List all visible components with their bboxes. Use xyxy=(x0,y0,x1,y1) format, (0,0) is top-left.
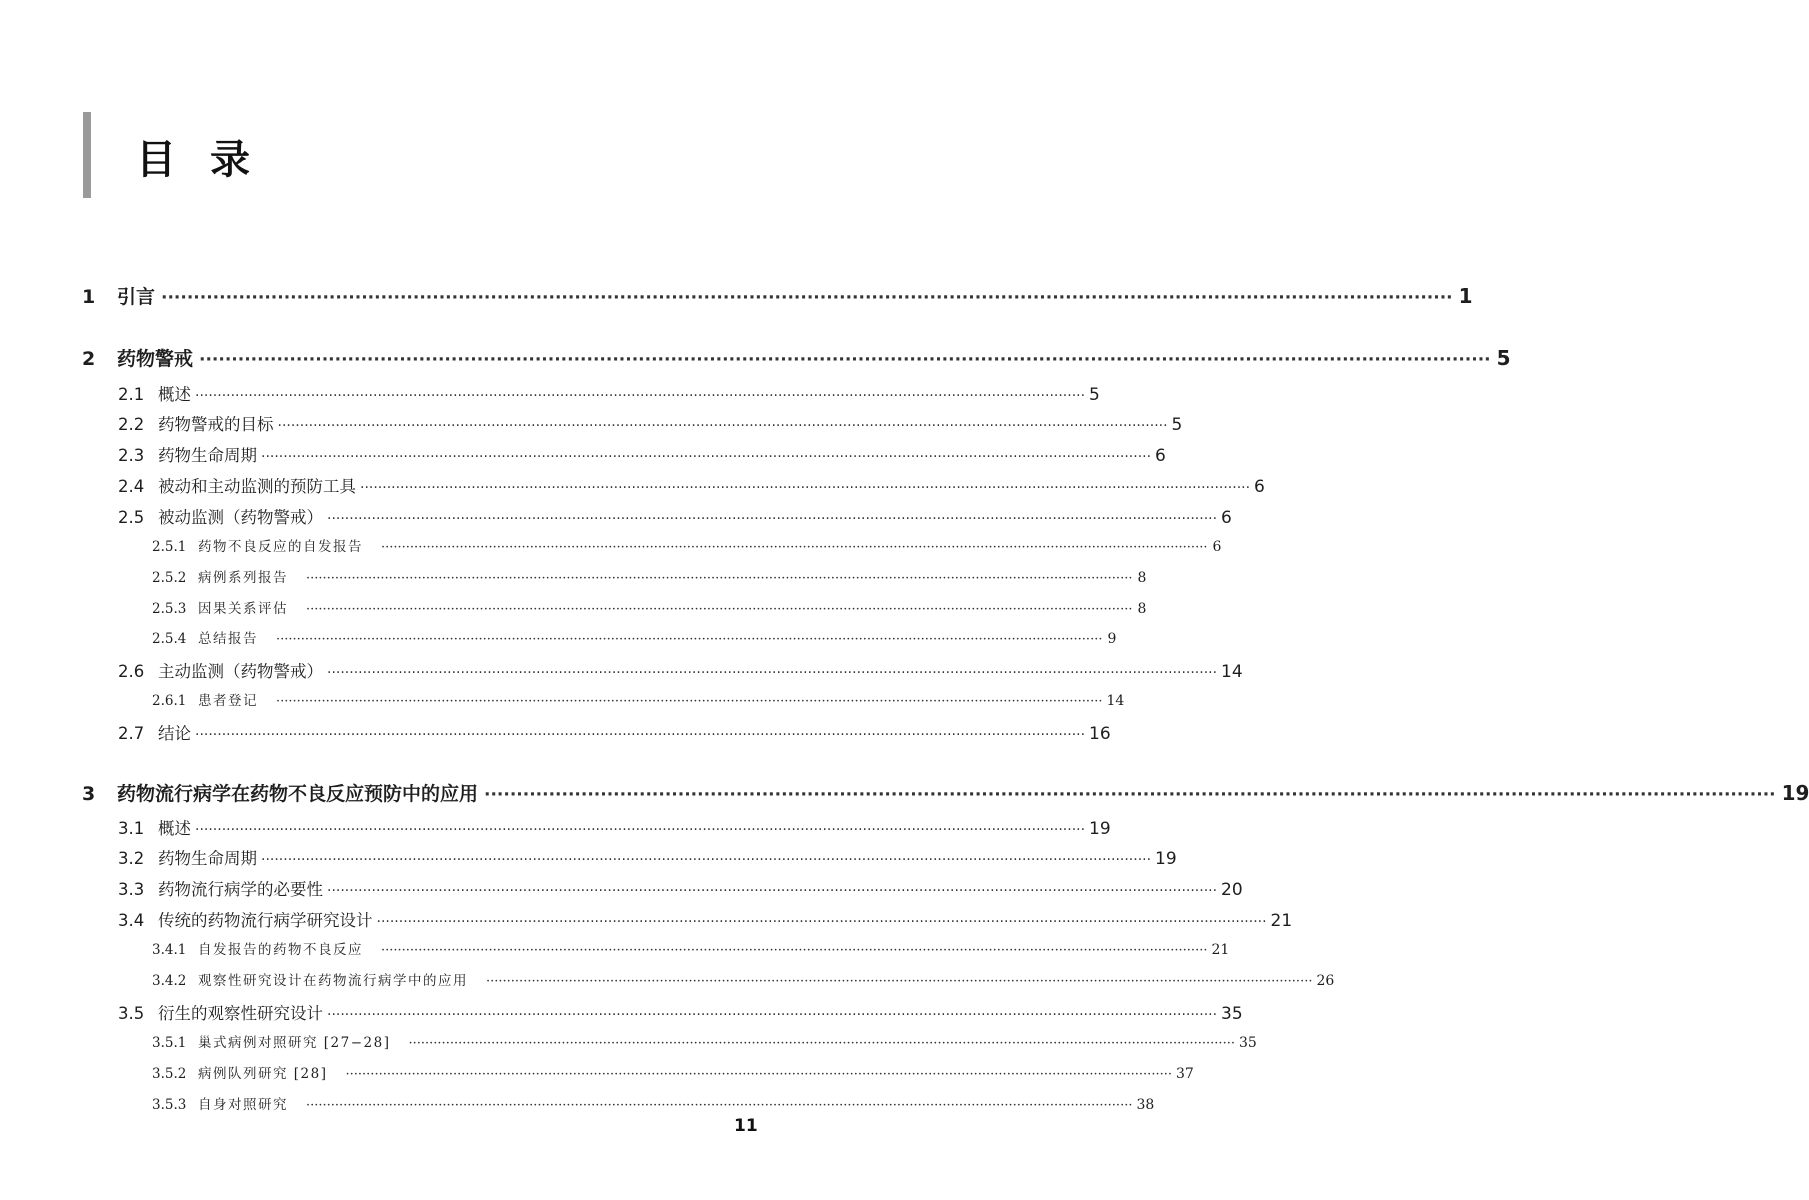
toc-dot-leader: ········································································································································································································ xyxy=(161,288,1453,308)
toc-entry-title: 巢式病例对照研究 [27−28] xyxy=(198,1035,391,1051)
toc-entry-number: 2.5.3 xyxy=(152,601,187,617)
toc-entry-title: 被动和主动监测的预防工具 xyxy=(158,477,356,496)
toc-entry[interactable] xyxy=(0,442,1166,472)
toc-entry-title: 因果关系评估 xyxy=(198,601,288,617)
toc-entry[interactable] xyxy=(0,720,1111,750)
toc-dot-leader: ········································································································································································································ xyxy=(381,943,1208,958)
toc-entry-number: 3.4.2 xyxy=(152,973,187,989)
toc-entry-page: 19 xyxy=(1155,849,1177,869)
toc-entry[interactable] xyxy=(0,1062,1194,1092)
toc-entry[interactable] xyxy=(0,969,1335,999)
toc-entry-title: 传统的药物流行病学研究设计 xyxy=(158,911,373,930)
toc-entry-title: 观察性研究设计在药物流行病学中的应用 xyxy=(198,973,468,989)
toc-entry[interactable] xyxy=(0,535,1222,565)
toc-entry-number: 1 xyxy=(82,286,96,308)
toc-entry-number: 3.1 xyxy=(118,819,145,838)
toc-entry-page: 6 xyxy=(1155,446,1166,466)
toc-entry[interactable] xyxy=(0,779,1809,819)
toc-entry-page: 6 xyxy=(1212,539,1222,555)
toc-entry-page: 37 xyxy=(1175,1066,1194,1082)
toc-entry[interactable] xyxy=(0,473,1265,503)
toc-dot-leader: ········································································································································································································ xyxy=(306,1098,1133,1113)
toc-dot-leader: ········································································································································································································ xyxy=(261,449,1152,465)
toc-entry-number: 3.4 xyxy=(118,911,145,930)
toc-entry-page: 5 xyxy=(1171,415,1183,435)
toc-entry-title: 概述 xyxy=(158,385,191,404)
toc-entry-page: 16 xyxy=(1089,724,1111,744)
toc-entry-number: 2.6.1 xyxy=(152,693,187,709)
toc-entry-page: 1 xyxy=(1458,284,1473,308)
toc-entry-page: 5 xyxy=(1089,385,1100,405)
toc-entry-number: 3.5.3 xyxy=(152,1097,187,1113)
toc-dot-leader: ········································································································································································································ xyxy=(486,974,1313,989)
toc-entry-number: 3.5.2 xyxy=(152,1066,187,1082)
page-title: 目录 xyxy=(136,136,284,183)
toc-entry-number: 2.4 xyxy=(118,477,145,496)
toc-dot-leader: ········································································································································································································ xyxy=(261,852,1152,868)
toc-entry-page: 35 xyxy=(1221,1004,1243,1024)
toc-entry-title: 引言 xyxy=(117,286,156,308)
toc-dot-leader: ········································································································································································································ xyxy=(360,480,1251,496)
toc-dot-leader: ········································································································································································································ xyxy=(306,602,1133,617)
toc-entry-number: 3.2 xyxy=(118,849,145,868)
toc-entry-page: 21 xyxy=(1270,911,1293,931)
toc-entry[interactable] xyxy=(0,1031,1257,1061)
toc-entry-number: 3.5.1 xyxy=(152,1035,187,1051)
toc-entry-title: 病例队列研究 [28] xyxy=(198,1066,328,1082)
toc-entry-number: 2.6 xyxy=(118,662,145,681)
toc-dot-leader: ········································································································································································································ xyxy=(199,350,1491,370)
toc-dot-leader: ········································································································································································································ xyxy=(327,511,1218,527)
toc-dot-leader: ········································································································································································································ xyxy=(195,727,1086,743)
toc-dot-leader: ········································································································································································································ xyxy=(345,1067,1172,1082)
toc-entry-title: 总结报告 xyxy=(198,631,258,647)
toc-entry[interactable] xyxy=(0,282,1473,322)
toc-entry-title: 自发报告的药物不良反应 xyxy=(198,942,363,958)
toc-entry-page: 5 xyxy=(1496,346,1511,370)
toc-entry[interactable] xyxy=(0,344,1511,384)
toc-entry[interactable] xyxy=(0,845,1177,875)
toc-entry-page: 8 xyxy=(1137,601,1147,617)
toc-entry-number: 2.1 xyxy=(118,385,145,404)
toc-entry[interactable] xyxy=(0,815,1111,845)
toc-entry-title: 药物流行病学在药物不良反应预防中的应用 xyxy=(117,783,479,805)
toc-entry-number: 2.5.2 xyxy=(152,570,187,586)
toc-dot-leader: ········································································································································································································ xyxy=(381,540,1208,555)
toc-entry-title: 药物流行病学的必要性 xyxy=(158,880,323,899)
toc-entry[interactable] xyxy=(0,381,1100,411)
toc-entry-number: 2.5.4 xyxy=(152,631,187,647)
toc-entry-page: 35 xyxy=(1238,1035,1257,1051)
toc-entry-number: 3.4.1 xyxy=(152,942,187,958)
toc-entry-title: 药物警戒 xyxy=(117,348,194,370)
toc-entry-number: 3 xyxy=(82,783,96,805)
toc-entry-page: 19 xyxy=(1089,819,1111,839)
toc-dot-leader: ········································································································································································································ xyxy=(306,571,1133,586)
toc-dot-leader: ········································································································································································································ xyxy=(276,694,1103,709)
toc-entry-page: 6 xyxy=(1254,477,1265,497)
toc-entry-title: 药物生命周期 xyxy=(158,849,257,868)
toc-entry-number: 2.7 xyxy=(118,724,145,743)
toc-entry-title: 衍生的观察性研究设计 xyxy=(158,1004,323,1023)
toc-entry-title: 自身对照研究 xyxy=(198,1097,288,1113)
toc-entry-title: 结论 xyxy=(158,724,191,743)
toc-entry[interactable] xyxy=(0,597,1147,627)
toc-entry-page: 19 xyxy=(1781,781,1809,805)
toc-entry-title: 病例系列报告 xyxy=(198,570,288,586)
toc-entry[interactable] xyxy=(0,938,1230,968)
toc-entry-title: 概述 xyxy=(158,819,191,838)
toc-entry[interactable] xyxy=(0,689,1125,719)
toc-entry[interactable] xyxy=(0,658,1243,688)
toc-entry-number: 3.5 xyxy=(118,1004,145,1023)
toc-entry-number: 2.5 xyxy=(118,508,145,527)
toc-entry-number: 3.3 xyxy=(118,880,145,899)
toc-entry[interactable] xyxy=(0,1000,1243,1030)
toc-entry-page: 21 xyxy=(1211,942,1230,958)
toc-entry-title: 药物不良反应的自发报告 xyxy=(198,539,363,555)
toc-dot-leader: ········································································································································································································ xyxy=(408,1036,1235,1051)
toc-entry-title: 药物生命周期 xyxy=(158,446,257,465)
toc-entry-page: 14 xyxy=(1106,693,1125,709)
toc-entry-title: 被动监测（药物警戒） xyxy=(158,508,323,527)
toc-entry-page: 8 xyxy=(1137,570,1147,586)
toc-dot-leader: ········································································································································································································ xyxy=(195,388,1086,404)
toc-entry-page: 9 xyxy=(1107,631,1117,647)
toc-entry-title: 主动监测（药物警戒） xyxy=(158,662,323,681)
toc-entry-page: 38 xyxy=(1136,1097,1155,1113)
toc-dot-leader: ········································································································································································································ xyxy=(276,632,1103,647)
toc-entry-title: 药物警戒的目标 xyxy=(158,415,274,434)
toc-entry[interactable] xyxy=(0,411,1183,441)
toc-entry[interactable] xyxy=(0,1093,1155,1123)
toc-dot-leader: ········································································································································································································ xyxy=(376,914,1267,930)
toc-dot-leader: ········································································································································································································ xyxy=(277,418,1168,434)
toc-dot-leader: ········································································································································································································ xyxy=(327,665,1218,681)
toc-entry-page: 26 xyxy=(1316,973,1335,989)
page-number: 11 xyxy=(734,1116,758,1136)
toc-dot-leader: ········································································································································································································ xyxy=(327,883,1218,899)
toc-entry[interactable] xyxy=(0,566,1147,596)
toc-dot-leader: ········································································································································································································ xyxy=(327,1007,1218,1023)
title-accent-bar xyxy=(83,112,91,198)
toc-dot-leader: ········································································································································································································ xyxy=(484,785,1776,805)
toc-entry-page: 14 xyxy=(1221,662,1243,682)
toc-entry-number: 2.3 xyxy=(118,446,145,465)
toc-entry-title: 患者登记 xyxy=(198,693,258,709)
toc-entry[interactable] xyxy=(0,876,1243,906)
toc-entry[interactable] xyxy=(0,504,1232,534)
toc-entry-number: 2.5.1 xyxy=(152,539,187,555)
toc-entry-page: 6 xyxy=(1221,508,1232,528)
toc-entry-page: 20 xyxy=(1221,880,1243,900)
toc-entry[interactable] xyxy=(0,627,1117,657)
toc-entry[interactable] xyxy=(0,907,1293,937)
toc-entry-number: 2.2 xyxy=(118,415,145,434)
toc-dot-leader: ········································································································································································································ xyxy=(195,822,1086,838)
toc-entry-number: 2 xyxy=(82,348,96,370)
